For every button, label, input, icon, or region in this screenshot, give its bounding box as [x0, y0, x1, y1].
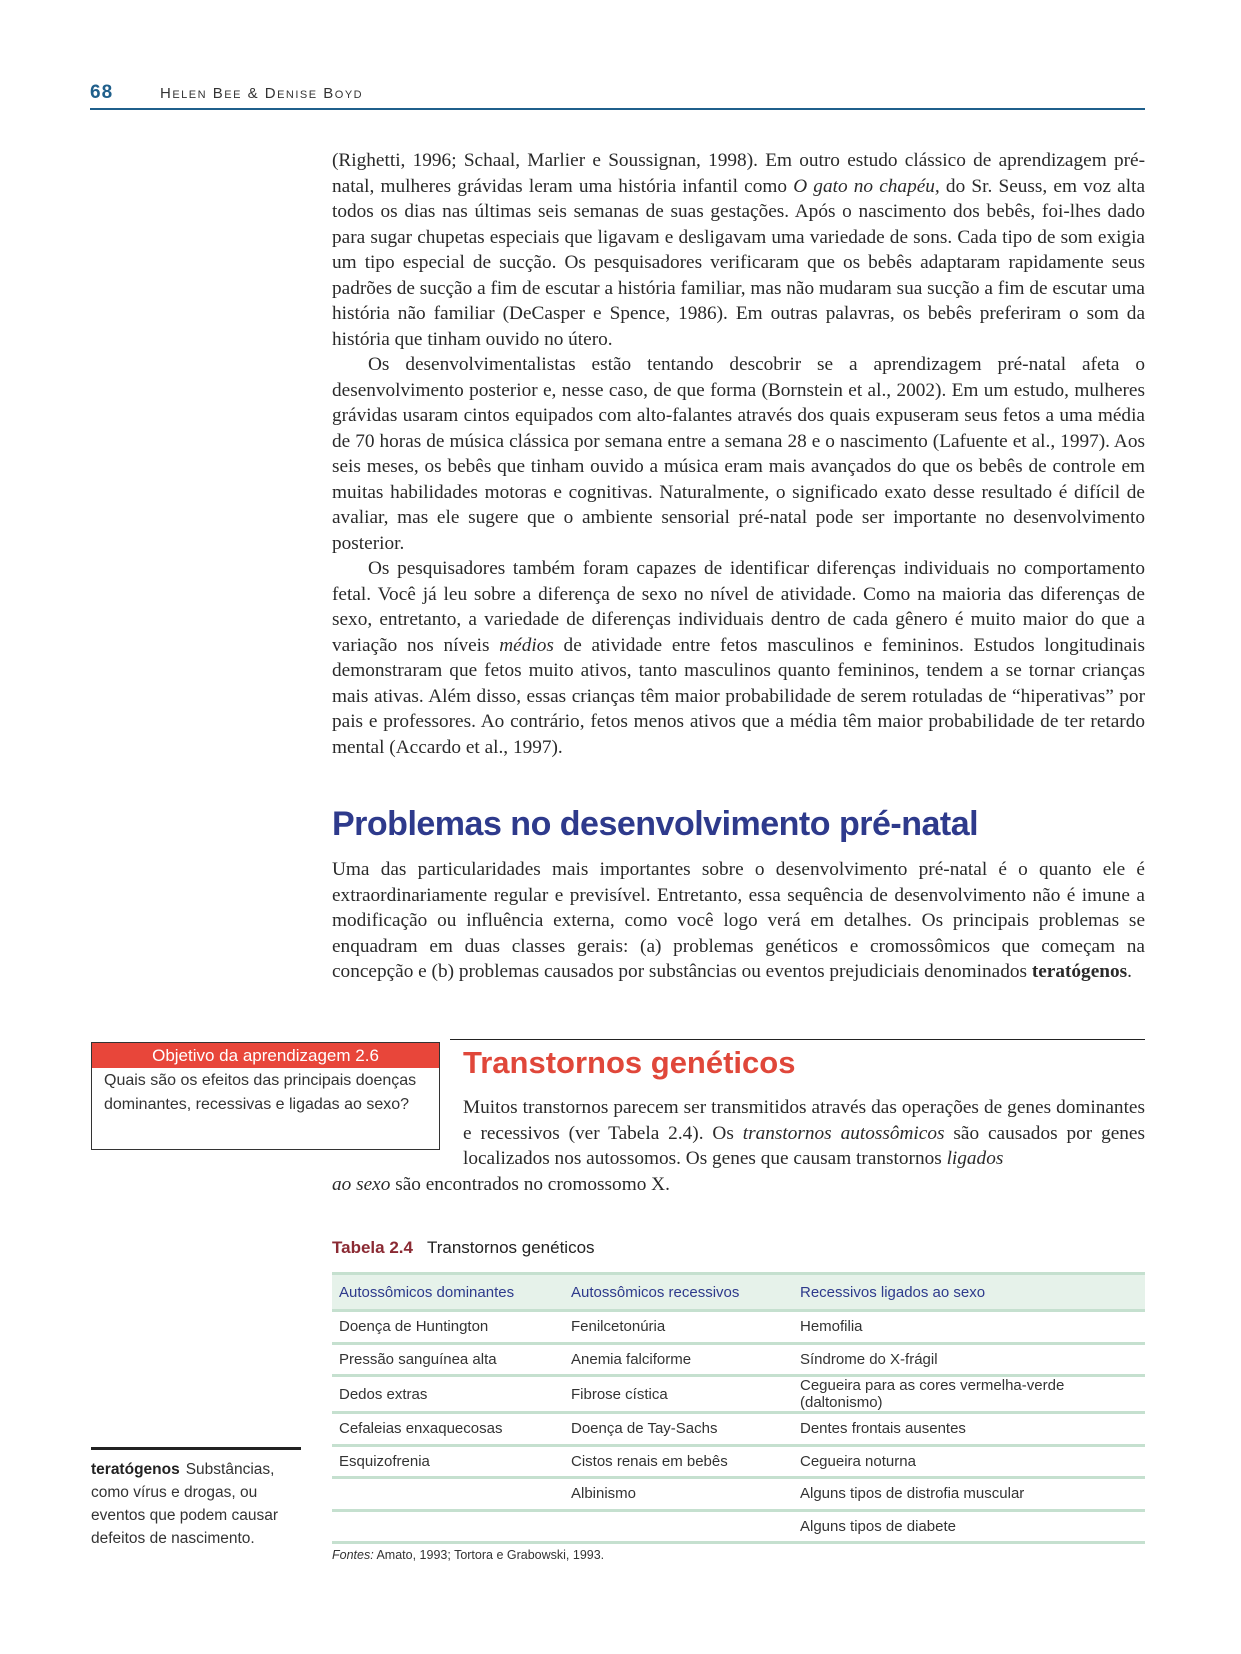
- page-number: 68: [90, 82, 114, 103]
- paragraph: [332, 556, 1145, 760]
- table-cell: Doença de Tay-Sachs: [564, 1413, 793, 1446]
- subsection-heading: Transtornos genéticos: [463, 1045, 796, 1080]
- paragraph-text: Muitos transtornos parecem ser transmitidos através das operações de genes dominantes e recessivos (ver Tabela 2.4). Os: [463, 1097, 1145, 1144]
- table-header-row: [332, 1274, 1145, 1311]
- column-header: Recessivos ligados ao sexo: [793, 1274, 1145, 1311]
- table-cell: Cistos renais em bebês: [564, 1445, 793, 1478]
- paragraph: [332, 857, 1145, 985]
- book-title-italic: O gato no chapéu,: [793, 175, 940, 197]
- body-text-continuation: [332, 1172, 1145, 1198]
- body-text-block: [332, 857, 1145, 985]
- table-cell: Alguns tipos de distrofia muscular: [793, 1478, 1145, 1511]
- table-row: [332, 1413, 1145, 1446]
- table-title: Transtornos genéticos: [426, 1238, 595, 1257]
- table-cell: [564, 1510, 793, 1543]
- learning-objective-question: Quais são os efeitos das principais doenças dominantes, recessivas e ligadas ao sexo?: [104, 1072, 417, 1113]
- paragraph-text: Uma das particularidades mais importantes sobre o desenvolvimento pré-natal é o quanto ele é extraordinariamente regular e previsível. Entretanto, essa sequência de desenvolvimento não é imune a modificação ou influência externa, como você logo verá em detalhes. Os principais problemas se enquadram em duas classes gerais: (a) problemas genéticos e cromossômicos que começam na concepção e (b) problemas causados por substâncias ou eventos prejudiciais denominados: [332, 859, 1145, 982]
- table-cell: Cegueira noturna: [793, 1445, 1145, 1478]
- table-cell: Fenilcetonúria: [564, 1311, 793, 1344]
- table-label: Tabela 2.4: [332, 1238, 413, 1257]
- table-cell: Dedos extras: [332, 1376, 564, 1413]
- table-row: [332, 1311, 1145, 1344]
- table-cell: Esquizofrenia: [332, 1445, 564, 1478]
- table-cell: Fibrose cística: [564, 1376, 793, 1413]
- paragraph: Os desenvolvimentalistas estão tentando descobrir se a aprendizagem pré-natal afeta o desenvolvimento posterior e, nesse caso, de que forma (Bornstein et al., 2002). Em um estudo, mulheres grávidas usaram cintos equipados com alto-falantes através dos quais expuseram seus fetos a uma média de 70 horas de música clássica por semana entre a semana 28 e o nascimento (Lafuente et al., 1997). Aos seis meses, os bebês que tinham ouvido a música eram mais avançados do que os bebês de controle em muitas habilidades motoras e cognitivas. Naturalmente, o significado exato desse resultado é difícil de avaliar, mas ele sugere que o ambiente sensorial pré-natal pode ser importante no desenvolvimento posterior.: [332, 354, 1145, 554]
- learning-objective-box: [91, 1042, 440, 1150]
- paragraph-text: (Righetti, 1996; Schaal, Marlier e Soussignan, 1998). Em outro estudo clássico de aprendizagem pré-natal, mulheres grávidas leram uma história infantil como: [332, 150, 1145, 197]
- table-row: [332, 1510, 1145, 1543]
- source-text: Amato, 1993; Tortora e Grabowski, 1993.: [373, 1548, 605, 1562]
- paragraph-text: de atividade entre fetos masculinos e femininos. Estudos longitudinais demonstraram que fetos muito ativos, tanto masculinos quanto femininos, tendem a se tornar crianças mais ativas. Além disso, essas crianças têm maior probabilidade de serem rotuladas de “hiperativas” por pais e professores. Ao contrário, fetos menos ativos que a média têm maior probabilidade de ter retardo mental (Accardo et al., 1997).: [332, 634, 1146, 758]
- emphasis-italic: ligados: [946, 1148, 1004, 1169]
- table-cell: Pressão sanguínea alta: [332, 1343, 564, 1376]
- table-cell: Hemofilia: [793, 1311, 1145, 1344]
- column-header: Autossômicos dominantes: [332, 1274, 564, 1311]
- paragraph-text: .: [1127, 961, 1132, 982]
- emphasis-italic: transtornos autossômicos: [742, 1122, 945, 1144]
- table-cell: Albinismo: [564, 1478, 793, 1511]
- column-header: Autossômicos recessivos: [564, 1274, 793, 1311]
- body-text-block: [463, 1095, 1145, 1172]
- table-cell: Alguns tipos de diabete: [793, 1510, 1145, 1543]
- learning-objective-title: Objetivo da aprendizagem 2.6: [92, 1043, 439, 1068]
- running-header: [90, 80, 1145, 110]
- glossary-note: [91, 1458, 301, 1550]
- table-cell: [332, 1478, 564, 1511]
- emphasis-italic: ao sexo: [332, 1174, 391, 1195]
- emphasis-italic: médios: [499, 634, 554, 656]
- paragraph-text: do Sr. Seuss, em voz alta todos os dias nas últimas seis semanas de suas gestações. Após o nascimento dos bebês, foi-lhes dado para sugar chupetas especiais que ligavam e desligavam uma variedade de sons. Cada tipo de som exigia um tipo especial de sucção. Os pesquisadores verificaram que os bebês adaptaram rapidamente seus padrões de sucção a fim de escutar a história familiar, mas não mudaram sua sucção a fim de escutar uma história não familiar (DeCasper e Spence, 1986). Em outras palavras, os bebês preferiram o som da história que tinham ouvido no útero.: [332, 175, 1146, 350]
- body-text-block: [332, 148, 1145, 760]
- glossary-term: teratógenos: [91, 1461, 180, 1478]
- running-title: Helen Bee & Denise Boyd: [160, 85, 364, 102]
- table-cell: Anemia falciforme: [564, 1343, 793, 1376]
- key-term-bold: teratógenos: [1031, 961, 1128, 982]
- paragraph-text: Os pesquisadores também foram capazes de identificar diferenças individuais no comportamento fetal. Você já leu sobre a diferença de sexo no nível de atividade. Como na maioria das diferenças de sexo, entretanto, a variedade de diferenças individuais dentro de cada gênero é muito maior do que a variação nos níveis: [332, 558, 1145, 656]
- table-caption: [332, 1238, 595, 1258]
- table-row: [332, 1343, 1145, 1376]
- glossary-definition: Substâncias, como vírus e drogas, ou eventos que podem causar defeitos de nascimento.: [91, 1461, 278, 1547]
- section-heading: Problemas no desenvolvimento pré-natal: [332, 805, 979, 843]
- table-row: [332, 1478, 1145, 1511]
- table-source-note: [332, 1548, 604, 1562]
- paragraph-text: são encontrados no cromossomo X.: [390, 1174, 670, 1195]
- genetic-disorders-table: [332, 1272, 1145, 1544]
- table-row: [332, 1445, 1145, 1478]
- source-label: Fontes:: [332, 1548, 374, 1562]
- table-cell: Dentes frontais ausentes: [793, 1413, 1145, 1446]
- table-cell: Síndrome do X-frágil: [793, 1343, 1145, 1376]
- divider: [450, 1039, 1145, 1040]
- table-cell: Cefaleias enxaquecosas: [332, 1413, 564, 1446]
- table-cell: Cegueira para as cores vermelha-verde (daltonismo): [793, 1376, 1145, 1413]
- table-row: [332, 1376, 1145, 1413]
- paragraph-text: são causados por genes localizados nos autossomos. Os genes que causam transtornos: [463, 1122, 1145, 1169]
- paragraph: [332, 148, 1145, 352]
- divider: [91, 1447, 301, 1450]
- table-cell: [332, 1510, 564, 1543]
- table-cell: Doença de Huntington: [332, 1311, 564, 1344]
